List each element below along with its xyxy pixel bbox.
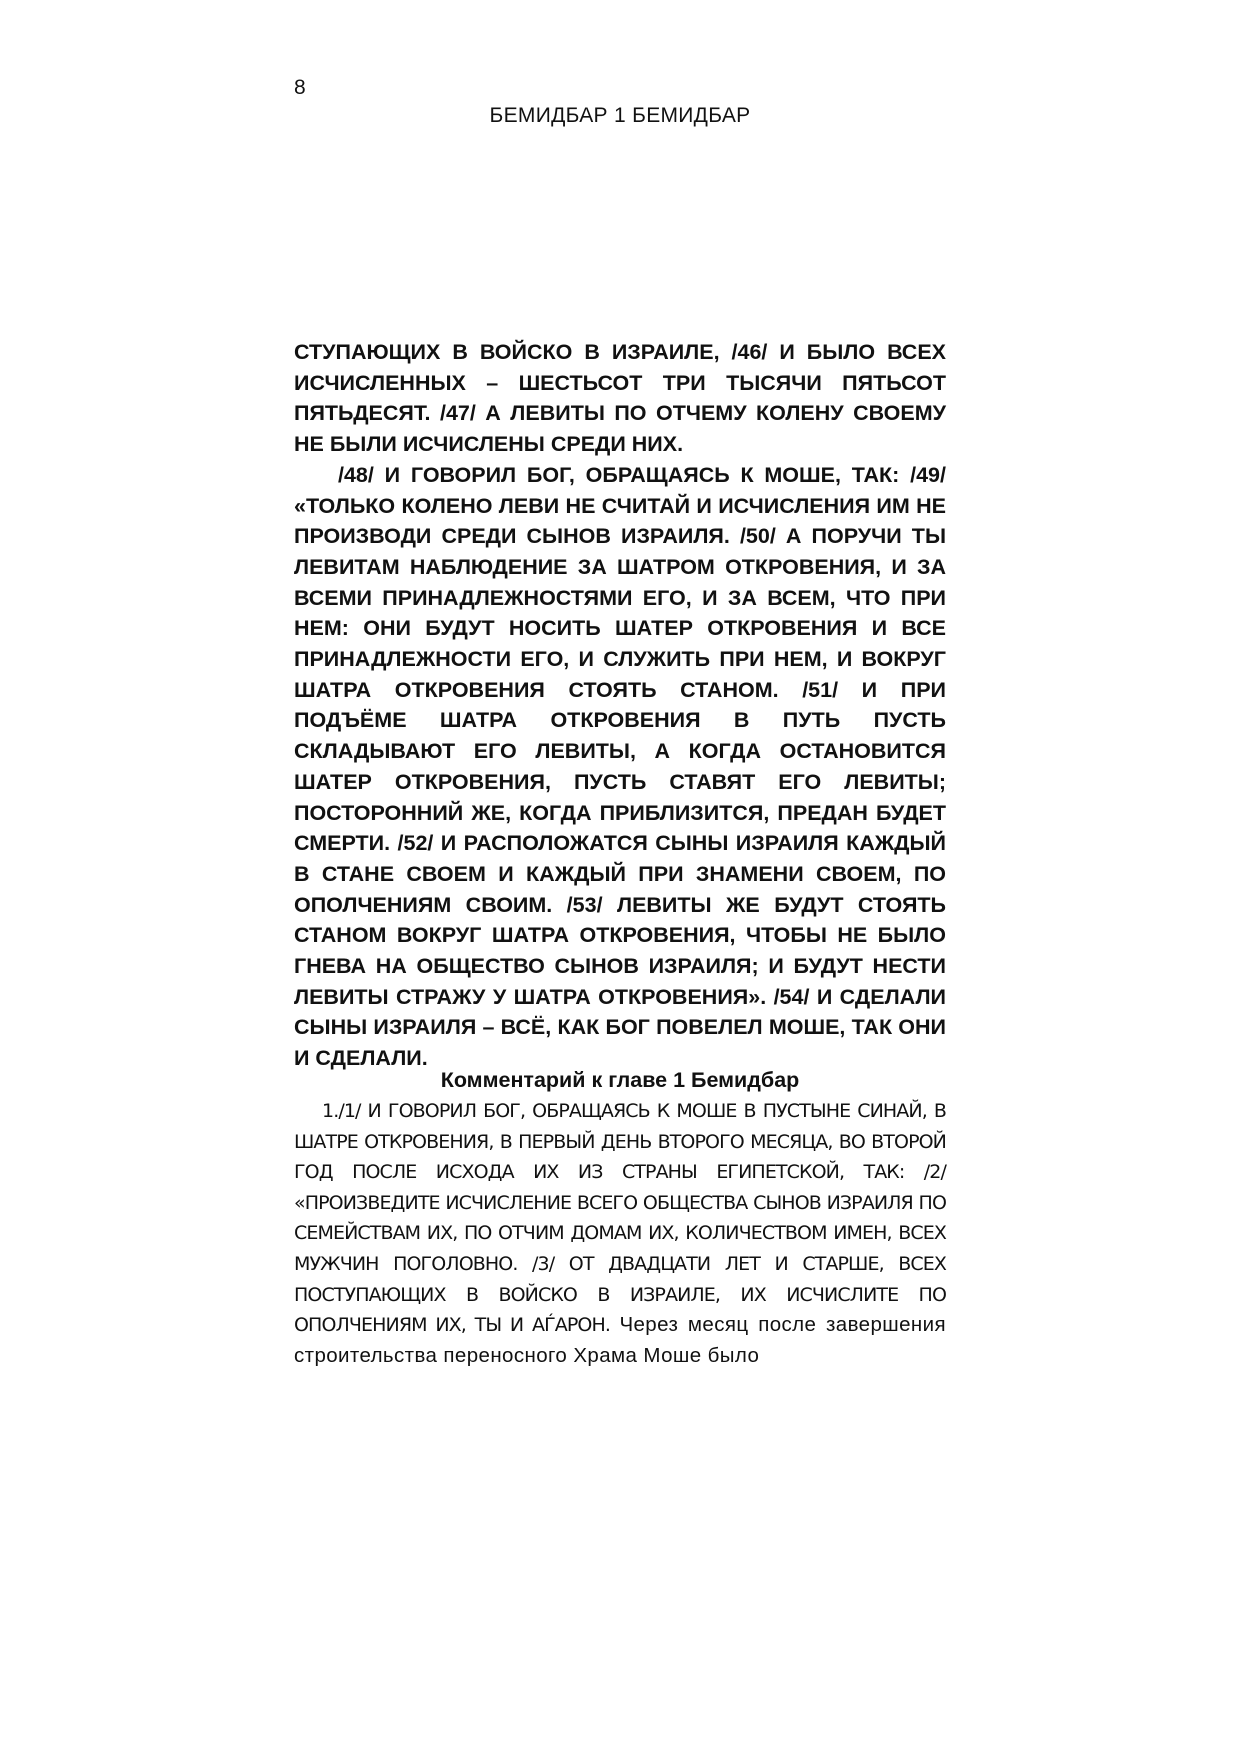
main-text: [294, 337, 946, 1074]
commentary-body: Через месяц после завершения строительства переносного Храма Моше было: [294, 1313, 946, 1367]
commentary-quote: 1./1/ И ГОВОРИЛ БОГ, ОБРАЩАЯСЬ К МОШЕ В ПУСТЫНЕ СИНАЙ, В ШАТРЕ ОТКРОВЕНИЯ, В ПЕРВЫЙ ДЕНЬ ВТОРОГО МЕСЯЦА, ВО ВТОРОЙ ГОД ПОСЛЕ ИСХОДА ИХ ИЗ СТРАНЫ ЕГИПЕТСКОЙ, ТАК: /2/ «ПРОИЗВЕДИТЕ ИСЧИСЛЕНИЕ ВСЕГО ОБЩЕСТВА СЫНОВ ИЗРАИЛЯ ПО СЕМЕЙСТВАМ ИХ, ПО ОТЧИМ ДОМАМ ИХ, КОЛИЧЕСТВОМ ИМЕН, ВСЕХ МУЖЧИН ПОГОЛОВНО. /3/ ОТ ДВАДЦАТИ ЛЕТ И СТАРШЕ, ВСЕХ ПОСТУПАЮЩИХ В ВОЙСКО В ИЗРАИЛЕ, ИХ ИСЧИСЛИТЕ ПО ОПОЛЧЕНИЯМ ИХ, ТЫ И АЃАРОН.: [294, 1100, 946, 1337]
main-paragraph-2: /48/ И ГОВОРИЛ БОГ, ОБРАЩАЯСЬ К МОШЕ, ТАК: /49/ «ТОЛЬКО КОЛЕНО ЛЕВИ НЕ СЧИТАЙ И ИСЧИСЛЕНИЯ ИМ НЕ ПРОИЗВОДИ СРЕДИ СЫНОВ ИЗРАИЛЯ. /50/ А ПОРУЧИ ТЫ ЛЕВИТАМ НАБЛЮДЕНИЕ ЗА ШАТРОМ ОТКРОВЕНИЯ, И ЗА ВСЕМИ ПРИНАДЛЕЖНОСТЯМИ ЕГО, И ЗА ВСЕМ, ЧТО ПРИ НЕМ: ОНИ БУДУТ НОСИТЬ ШАТЕР ОТКРОВЕНИЯ И ВСЕ ПРИНАДЛЕЖНОСТИ ЕГО, И СЛУЖИТЬ ПРИ НЕМ, И ВОКРУГ ШАТРА ОТКРОВЕНИЯ СТОЯТЬ СТАНОМ. /51/ И ПРИ ПОДЪЁМЕ ШАТРА ОТКРОВЕНИЯ В ПУТЬ ПУСТЬ СКЛАДЫВАЮТ ЕГО ЛЕВИТЫ, А КОГДА ОСТАНОВИТСЯ ШАТЕР ОТКРОВЕНИЯ, ПУСТЬ СТАВЯТ ЕГО ЛЕВИТЫ; ПОСТОРОННИЙ ЖЕ, КОГДА ПРИБЛИЗИТСЯ, ПРЕДАН БУДЕТ СМЕРТИ. /52/ И РАСПОЛОЖАТСЯ СЫНЫ ИЗРАИЛЯ КАЖДЫЙ В СТАНЕ СВОЕМ И КАЖДЫЙ ПРИ ЗНАМЕНИ СВОЕМ, ПО ОПОЛЧЕНИЯМ СВОИМ. /53/ ЛЕВИТЫ ЖЕ БУДУТ СТОЯТЬ СТАНОМ ВОКРУГ ШАТРА ОТКРОВЕНИЯ, ЧТОБЫ НЕ БЫЛО ГНЕВА НА ОБЩЕСТВО СЫНОВ ИЗРАИЛЯ; И БУДУТ НЕСТИ ЛЕВИТЫ СТРАЖУ У ШАТРА ОТКРОВЕНИЯ». /54/ И СДЕЛАЛИ СЫНЫ ИЗРАИЛЯ – ВСЁ, КАК БОГ ПОВЕЛЕЛ МОШЕ, ТАК ОНИ И СДЕЛАЛИ.: [294, 462, 946, 1071]
page-number: 8: [294, 76, 306, 99]
commentary-paragraph: [294, 1096, 946, 1371]
commentary-title: Комментарий к главе 1 Бемидбар: [440, 1068, 800, 1092]
running-title: БЕМИДБАР 1 БЕМИДБАР: [489, 104, 751, 127]
main-paragraph-1: СТУПАЮЩИХ В ВОЙСКО В ИЗРАИЛЕ, /46/ И БЫЛО ВСЕХ ИСЧИСЛЕННЫХ – ШЕСТЬСОТ ТРИ ТЫСЯЧИ ПЯТЬСОТ ПЯТЬДЕСЯТ. /47/ А ЛЕВИТЫ ПО ОТЧЕМУ КОЛЕНУ СВОЕМУ НЕ БЫЛИ ИСЧИСЛЕНЫ СРЕДИ НИХ.: [294, 340, 946, 457]
commentary-text: [294, 1096, 946, 1371]
